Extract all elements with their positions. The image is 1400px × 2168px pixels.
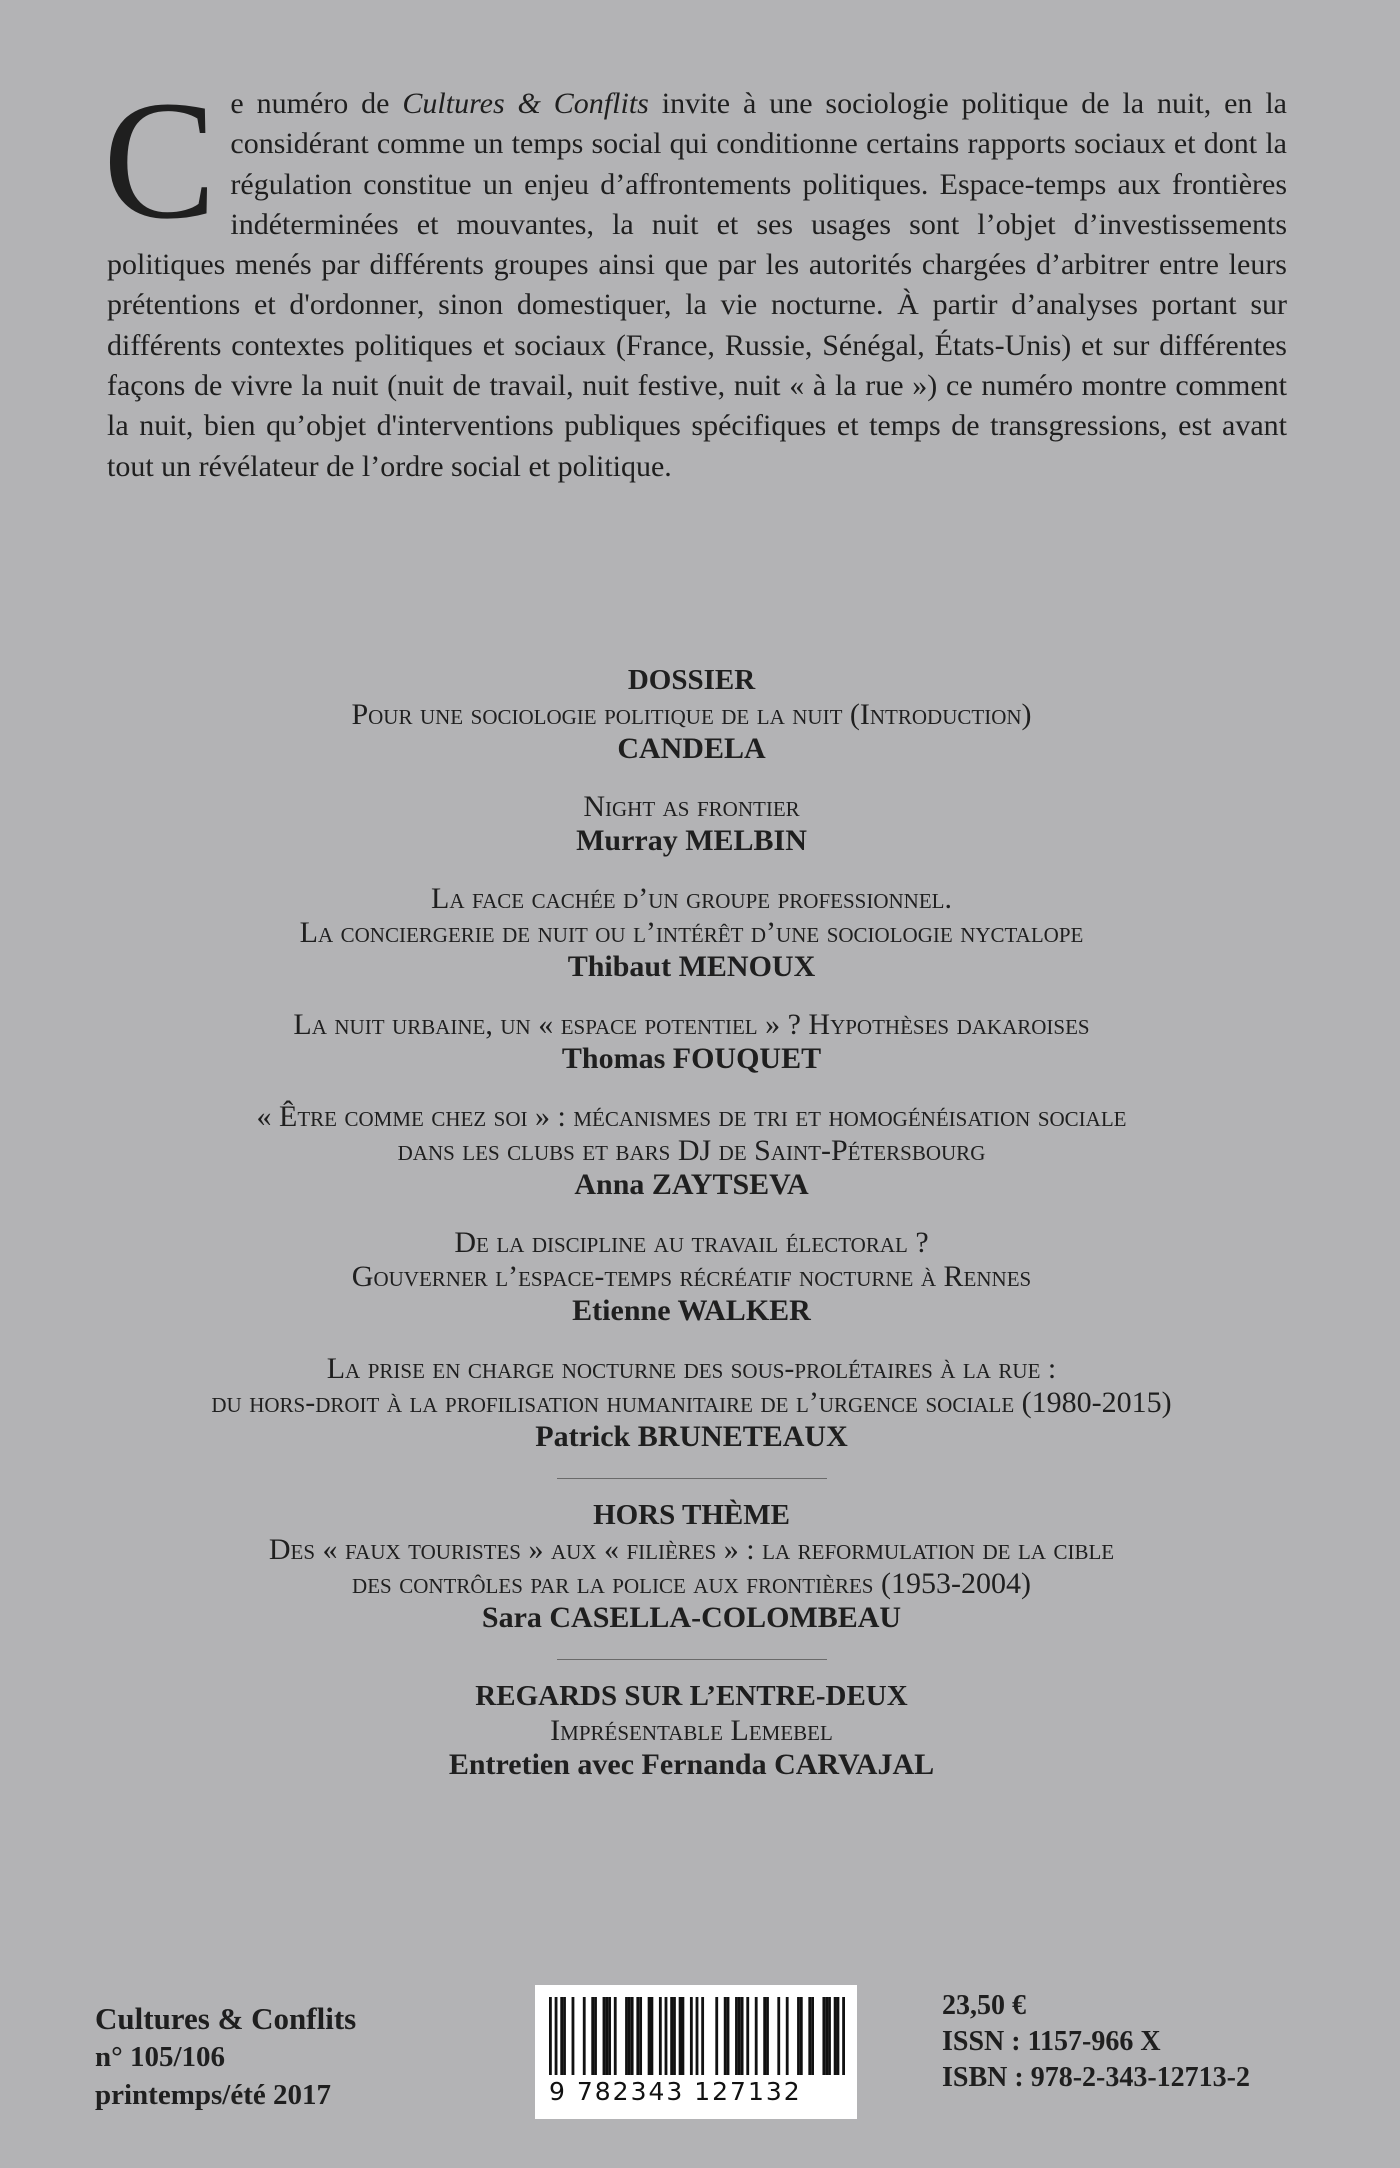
article-entry	[0, 1100, 1383, 1202]
barcode-bar	[808, 1997, 811, 2075]
article-title: Gouverner l’espace-temps récréatif nocturne à Rennes	[351, 1260, 1032, 1293]
back-cover-blurb	[103, 66, 1287, 487]
barcode-bar	[679, 1997, 682, 2075]
article-title: La prise en charge nocturne des sous-prolétaires à la rue :	[326, 1352, 1057, 1385]
barcode-bar	[603, 1997, 606, 2075]
barcode-bar	[724, 1997, 727, 2075]
barcode-bar	[560, 1997, 563, 2075]
article-entry	[0, 1714, 1383, 1782]
barcode-bar	[696, 1997, 699, 2075]
article-list	[0, 698, 1383, 1454]
section-divider	[557, 1478, 827, 1479]
barcode-bar	[555, 1997, 558, 2075]
barcode-bar	[682, 1997, 685, 2075]
barcode-bar	[701, 1997, 704, 2075]
barcode-bar	[690, 1997, 693, 2075]
barcode-bar	[670, 1997, 673, 2075]
barcode-bar	[659, 1997, 662, 2075]
blurb-lead: e numéro de	[230, 87, 403, 120]
article-entry	[0, 1226, 1383, 1328]
barcode-bar	[837, 1997, 840, 2075]
article-entry	[0, 1008, 1383, 1076]
barcode-bar	[763, 1997, 766, 2075]
article-list	[0, 1533, 1383, 1635]
journal-info	[95, 2000, 356, 2114]
article-author: CANDELA	[617, 732, 766, 765]
journal-name: Cultures & Conflits	[95, 2001, 357, 2036]
article-title: La face cachée d’un groupe professionnel.	[431, 882, 952, 915]
price-and-identifiers	[942, 1988, 1250, 2096]
barcode-bar	[625, 1997, 628, 2075]
isbn-barcode	[535, 1985, 857, 2119]
article-title: La conciergerie de nuit ou l’intérêt d’une sociologie nyctalope	[299, 916, 1084, 949]
article-author: Thibaut MENOUX	[567, 950, 816, 983]
article-title: Des « faux touristes » aux « filières » : la reformulation de la cible	[268, 1533, 1115, 1566]
article-entry	[0, 790, 1383, 858]
barcode-bar	[639, 1997, 642, 2075]
barcode-bar	[636, 1997, 639, 2075]
barcode-bar	[608, 1997, 611, 2075]
barcode-bar	[715, 1997, 718, 2075]
table-of-contents	[0, 662, 1383, 1806]
price: 23,50 €	[942, 1990, 1026, 2021]
section-regards	[0, 1678, 1383, 1782]
barcode-bar	[834, 1997, 837, 2075]
barcode-bar	[572, 1997, 575, 2075]
article-title: du hors-droit à la profilisation humanitaire de l’urgence sociale (1980-2015)	[211, 1386, 1172, 1419]
section-divider	[557, 1659, 827, 1660]
article-title: « Être comme chez soi » : mécanismes de tri et homogénéisation sociale	[256, 1100, 1127, 1133]
barcode-bar	[786, 1997, 789, 2075]
article-title: dans les clubs et bars DJ de Saint-Pétersbourg	[397, 1134, 986, 1167]
barcode-bar	[738, 1997, 741, 2075]
section-heading: HORS THÈME	[593, 1499, 790, 1531]
barcode-bar	[766, 1997, 769, 2075]
article-title: Night as frontier	[583, 790, 800, 823]
issue-number: n° 105/106	[95, 2041, 226, 2073]
article-entry	[0, 1533, 1383, 1635]
barcode-bar	[583, 1997, 586, 2075]
issn: ISSN : 1157-966 X	[942, 2026, 1161, 2057]
barcode-bar	[665, 1997, 668, 2075]
barcode-bar	[594, 1997, 597, 2075]
article-title: des contrôles par la police aux frontières (1953-2004)	[352, 1567, 1031, 1600]
article-title: La nuit urbaine, un « espace potentiel » ? Hypothèses dakaroises	[293, 1008, 1090, 1041]
article-author: Entretien avec Fernanda CARVAJAL	[448, 1748, 935, 1781]
section-heading: REGARDS SUR L’ENTRE-DEUX	[475, 1680, 908, 1712]
barcode-bar	[755, 1997, 758, 2075]
section-hors-theme	[0, 1497, 1383, 1635]
article-title: Pour une sociologie politique de la nuit (Introduction)	[351, 698, 1032, 731]
barcode-bar	[842, 1997, 845, 2075]
barcode-bar	[614, 1997, 617, 2075]
journal-title-italic: Cultures & Conflits	[402, 87, 649, 120]
barcode-bar	[811, 1997, 814, 2075]
barcode-bar	[746, 1997, 749, 2075]
article-author: Patrick BRUNETEAUX	[535, 1420, 848, 1453]
issue-season: printemps/été 2017	[95, 2079, 331, 2111]
isbn: ISBN : 978-2-343-12713-2	[942, 2062, 1250, 2093]
barcode-bar	[549, 1997, 552, 2075]
barcode-bar	[797, 1997, 800, 2075]
barcode-bar	[648, 1997, 651, 2075]
section-dossier	[0, 662, 1383, 1454]
barcode-bars	[549, 1997, 845, 2075]
barcode-bar	[650, 1997, 653, 2075]
barcode-digits: 9 782343 127132	[549, 2077, 802, 2106]
article-author: Thomas FOUQUET	[561, 1042, 822, 1075]
barcode-bar	[741, 1997, 744, 2075]
article-entry	[0, 698, 1383, 766]
barcode-bar	[825, 1997, 828, 2075]
barcode-bar	[828, 1997, 831, 2075]
article-title: Imprésentable Lemebel	[550, 1714, 833, 1747]
article-author: Murray MELBIN	[576, 824, 807, 857]
section-heading: DOSSIER	[627, 664, 756, 696]
article-author: Sara CASELLA-COLOMBEAU	[481, 1601, 902, 1634]
barcode-bar	[822, 1997, 825, 2075]
barcode-bar	[673, 1997, 676, 2075]
barcode-bar	[628, 1997, 631, 2075]
article-author: Etienne WALKER	[572, 1294, 811, 1327]
blurb-body: invite à une sociologie politique de la nuit, en la considérant comme un temps social qui conditionne certains rapports sociaux et dont la régulation constitue un enjeu d’affrontements politiques. Espace-temps aux frontières indéterminées et mouvantes, la nuit et ses usages sont l’objet d’investissements politiques menés par différents groupes ainsi que par les autorités chargées d’arbitrer entre leurs prétentions et d'ordonner, sinon domestiquer, la vie nocturne. À partir d’analyses portant sur différents contextes politiques et sociaux (France, Russie, Sénégal, États-Unis) et sur différentes façons de vivre la nuit (nuit de travail, nuit festive, nuit « à la rue ») ce numéro montre comment la nuit, bien qu’objet d'interventions publiques spécifiques et temps de transgressions, est avant tout un révélateur de l’ordre social et politique.	[107, 87, 1287, 483]
article-title: De la discipline au travail électoral ?	[454, 1226, 929, 1259]
barcode-bar	[777, 1997, 780, 2075]
barcode-bar	[591, 1997, 594, 2075]
article-entry	[0, 882, 1383, 984]
barcode-bar	[631, 1997, 634, 2075]
barcode-bar	[800, 1997, 803, 2075]
article-author: Anna ZAYTSEVA	[574, 1168, 809, 1201]
barcode-bar	[727, 1997, 730, 2075]
barcode-bar	[605, 1997, 608, 2075]
drop-cap: C	[103, 66, 217, 254]
barcode-bar	[563, 1997, 566, 2075]
barcode-bar	[735, 1997, 738, 2075]
article-list	[0, 1714, 1383, 1782]
article-entry	[0, 1352, 1383, 1454]
